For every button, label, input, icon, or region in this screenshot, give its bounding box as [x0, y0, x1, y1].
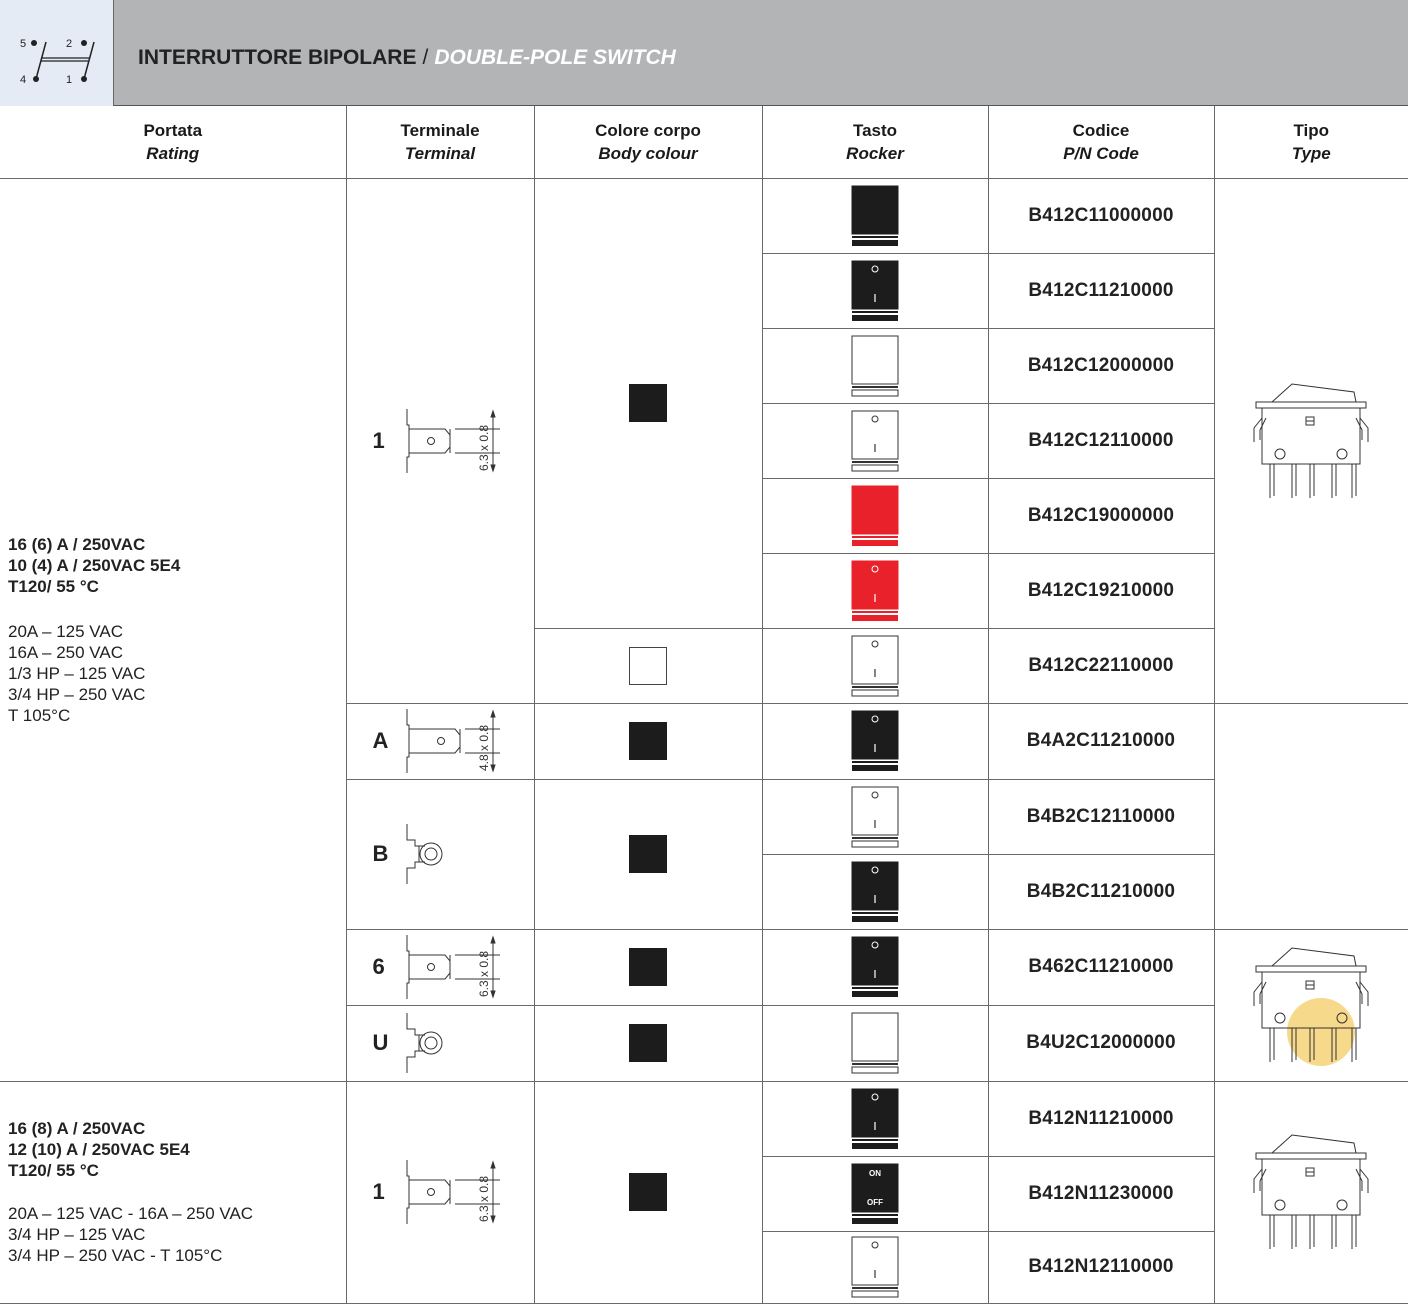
terminal-cell [346, 1081, 534, 1303]
rating-text: 16 (6) A / 250VAC [8, 534, 146, 554]
rating-text: 12 (10) A / 250VAC 5E4 [8, 1140, 190, 1159]
rating-text: 3/4 HP – 125 VAC [8, 1225, 146, 1244]
page-title [138, 46, 676, 70]
body-colour-swatch [629, 948, 667, 986]
tab-terminal-icon [405, 705, 505, 777]
rating-text: T120/ 55 °C [8, 1161, 99, 1180]
symbol-label-2: 2 [66, 38, 73, 50]
rocker-switch-side-view-icon [1248, 378, 1374, 504]
rocker-cell [762, 1156, 988, 1231]
terminal-label: 6 [372, 954, 385, 979]
product-code: B412C19000000 [988, 478, 1214, 553]
product-code: B412C12110000 [988, 403, 1214, 478]
rocker-white-icon [850, 635, 900, 697]
rating-text: 16A – 250 VAC [8, 642, 123, 662]
tab-terminal-icon [405, 1156, 505, 1228]
rocker-cell [762, 328, 988, 403]
product-code: B4A2C11210000 [988, 703, 1214, 779]
rating-text: 20A – 125 VAC - 16A – 250 VAC [8, 1204, 254, 1223]
body-colour-cell [534, 1005, 762, 1081]
terminal-label: U [372, 1030, 389, 1055]
symbol-label-1: 1 [66, 74, 73, 86]
rocker-black-icon [850, 710, 900, 772]
column-header-terminal: Terminale Terminal [346, 106, 534, 178]
rating-text: 3/4 HP – 250 VAC - T 105°C [8, 1246, 223, 1265]
type-cell [1214, 178, 1408, 703]
column-header-code: Codice P/N Code [988, 106, 1214, 178]
body-colour-swatch [629, 835, 667, 873]
terminal-cell [346, 779, 534, 929]
rocker-cell [762, 1005, 988, 1081]
terminal-cell [346, 178, 534, 703]
rating-text: 20A – 125 VAC [8, 621, 123, 641]
rating-cell-group-1 [0, 178, 346, 1081]
type-cell [1214, 1081, 1408, 1303]
terminal-cell [346, 929, 534, 1005]
product-code: B412N12110000 [988, 1231, 1214, 1303]
rocker-cell [762, 703, 988, 779]
rocker-white-icon [850, 410, 900, 472]
terminal-label: 1 [372, 1179, 385, 1204]
rocker-black-icon [850, 1088, 900, 1150]
product-code: B412C11000000 [988, 178, 1214, 253]
rocker-cell [762, 1231, 988, 1303]
terminal-dimension-label: 6.3 x 0.8 [476, 950, 491, 997]
column-header-body-colour: Colore corpo Body colour [534, 106, 762, 178]
product-table [0, 106, 1408, 1304]
column-header-rating: Portata Rating [0, 106, 346, 178]
rocker-black-icon [850, 185, 900, 247]
product-code: B412C22110000 [988, 628, 1214, 703]
product-code: B412N11230000 [988, 1156, 1214, 1231]
rocker-cell [762, 253, 988, 328]
terminal-label: 1 [372, 427, 385, 453]
symbol-label-5: 5 [20, 38, 27, 50]
rocker-black-icon [850, 260, 900, 322]
rocker-white-icon [850, 335, 900, 397]
terminal-cell [346, 1005, 534, 1081]
rating-text: 10 (4) A / 250VAC 5E4 [8, 555, 181, 575]
column-header-type: Tipo Type [1214, 106, 1408, 178]
rocker-cell [762, 929, 988, 1005]
rating-cell-group-2 [0, 1081, 346, 1303]
body-colour-cell [534, 1081, 762, 1303]
rocker-on-label: ON [869, 1168, 881, 1178]
terminal-dimension-label: 4.8 x 0.8 [476, 724, 491, 771]
body-colour-swatch [629, 722, 667, 760]
title-english: DOUBLE-POLE SWITCH [434, 46, 676, 69]
product-code: B412C11210000 [988, 253, 1214, 328]
ring-terminal-icon [405, 1007, 505, 1079]
table-row [0, 178, 1408, 253]
product-code: B412C19210000 [988, 553, 1214, 628]
rocker-white-icon [850, 1012, 900, 1074]
rocker-white-icon [850, 1236, 900, 1298]
rocker-cell [762, 478, 988, 553]
body-colour-cell [534, 779, 762, 929]
product-code: B4B2C12110000 [988, 779, 1214, 854]
rocker-switch-side-view-highlighted-icon [1248, 942, 1374, 1068]
rocker-cell [762, 1081, 988, 1156]
body-colour-swatch [629, 384, 667, 422]
rocker-red-icon [850, 485, 900, 547]
body-colour-cell [534, 929, 762, 1005]
terminal-label: B [372, 841, 389, 866]
ring-terminal-icon [405, 818, 505, 890]
rating-text: T 105°C [8, 705, 71, 725]
product-code: B462C11210000 [988, 929, 1214, 1005]
body-colour-cell [534, 703, 762, 779]
title-separator: / [422, 46, 429, 69]
body-colour-cell [534, 628, 762, 703]
rating-text: 3/4 HP – 250 VAC [8, 684, 146, 704]
rocker-white-icon [850, 786, 900, 848]
product-code: B412N11210000 [988, 1081, 1214, 1156]
rocker-cell [762, 553, 988, 628]
body-colour-cell [534, 178, 762, 628]
terminal-dimension-label: 6.3 x 0.8 [476, 424, 491, 471]
column-header-rocker: Tasto Rocker [762, 106, 988, 178]
title-italian: INTERRUTTORE BIPOLARE [138, 46, 417, 69]
rocker-switch-side-view-icon [1248, 1129, 1374, 1255]
rocker-black-icon [850, 1163, 900, 1225]
rating-text: 16 (8) A / 250VAC [8, 1119, 146, 1138]
rocker-cell [762, 403, 988, 478]
rocker-black-icon [850, 936, 900, 998]
type-cell [1214, 929, 1408, 1081]
symbol-label-4: 4 [20, 74, 27, 86]
rocker-black-icon [850, 861, 900, 923]
product-code: B4U2C12000000 [988, 1005, 1214, 1081]
table-row [0, 1081, 1408, 1156]
double-pole-switch-symbol-icon [0, 0, 114, 106]
terminal-cell [346, 703, 534, 779]
tab-terminal-icon [405, 931, 505, 1003]
product-code: B4B2C11210000 [988, 854, 1214, 929]
body-colour-swatch [629, 1173, 667, 1211]
body-colour-swatch [629, 647, 667, 685]
rocker-cell [762, 178, 988, 253]
rocker-off-label: OFF [867, 1197, 883, 1207]
rocker-cell [762, 779, 988, 854]
terminal-dimension-label: 6.3 x 0.8 [476, 1175, 491, 1222]
rating-text: 1/3 HP – 125 VAC [8, 663, 146, 683]
tab-terminal-icon [405, 405, 505, 477]
table-header-row [0, 106, 1408, 178]
page-header [0, 0, 1408, 106]
terminal-label: A [372, 728, 389, 753]
rocker-cell [762, 628, 988, 703]
product-code: B412C12000000 [988, 328, 1214, 403]
rocker-red-icon [850, 560, 900, 622]
type-cell-empty [1214, 703, 1408, 929]
rocker-cell [762, 854, 988, 929]
body-colour-swatch [629, 1024, 667, 1062]
rating-text: T120/ 55 °C [8, 576, 99, 596]
